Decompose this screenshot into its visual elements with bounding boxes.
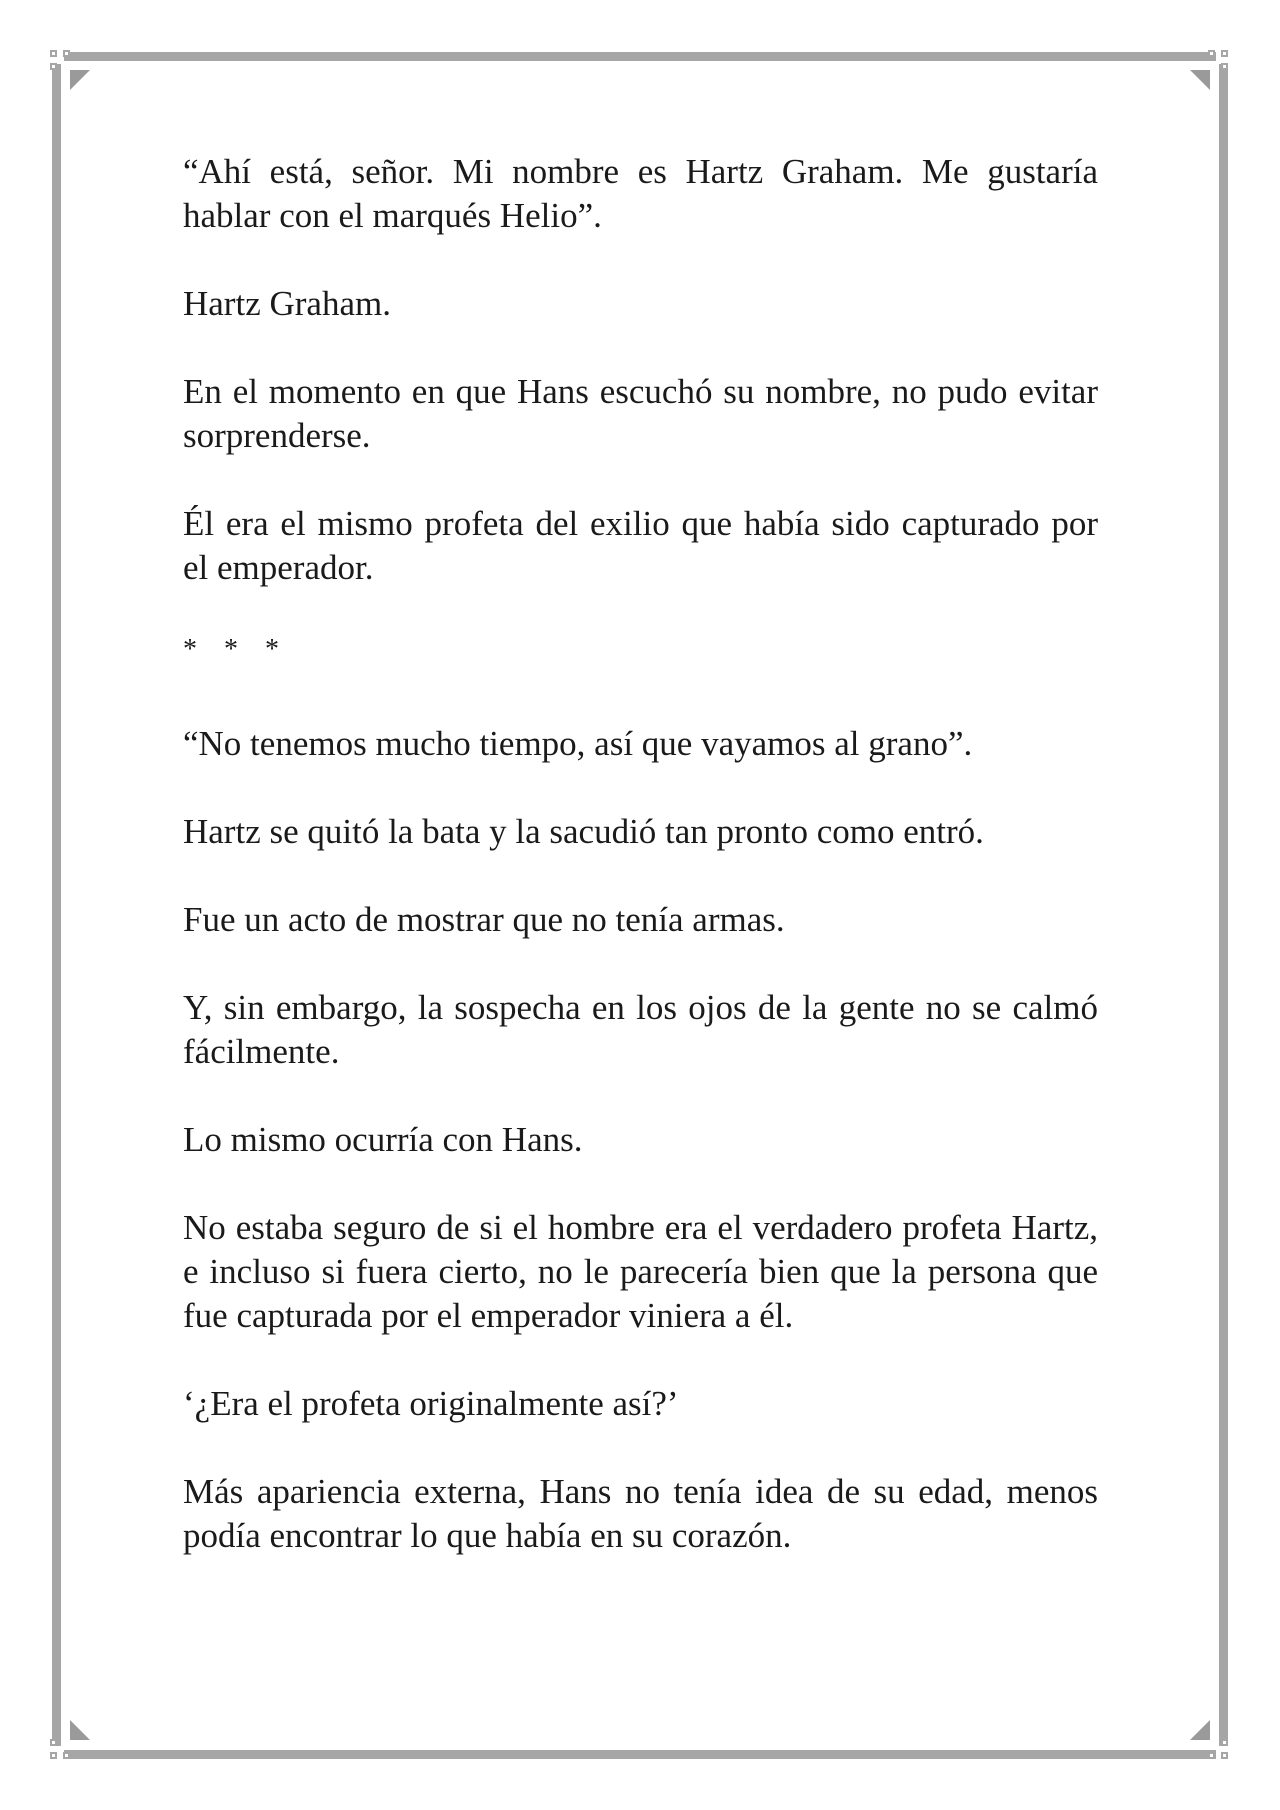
paragraph: Lo mismo ocurría con Hans.	[183, 1120, 583, 1159]
frame-right-border	[1219, 64, 1228, 1746]
corner-ornament-top-left	[50, 50, 72, 72]
frame-bottom-border	[64, 1750, 1216, 1759]
paragraph: Él era el mismo profeta del exilio que había sido capturado por el emperador.	[183, 504, 1098, 587]
corner-ornament-bottom-right	[1208, 1739, 1230, 1761]
corner-ornament-bottom-left	[50, 1739, 72, 1761]
corner-triangle-top-right	[1190, 70, 1210, 90]
paragraph: “No tenemos mucho tiempo, así que vayamos al grano”.	[183, 724, 973, 763]
paragraph: “Ahí está, señor. Mi nombre es Hartz Graham. Me gustaría hablar con el marqués Helio”.	[183, 152, 1098, 235]
corner-triangle-top-left	[70, 70, 90, 90]
corner-triangle-bottom-right	[1190, 1720, 1210, 1740]
paragraph: No estaba seguro de si el hombre era el verdadero profeta Hartz, e incluso si fuera cierto, no le parecería bien que la persona que fue capturada por el emperador viniera a él.	[183, 1208, 1098, 1335]
paragraph: ‘¿Era el profeta originalmente así?’	[183, 1384, 679, 1423]
corner-triangle-bottom-left	[70, 1720, 90, 1740]
scene-separator: * * *	[183, 634, 289, 665]
frame-top-border	[64, 52, 1216, 61]
corner-ornament-top-right	[1208, 50, 1230, 72]
paragraph: En el momento en que Hans escuchó su nombre, no pudo evitar sorprenderse.	[183, 372, 1098, 455]
paragraph: Hartz se quitó la bata y la sacudió tan pronto como entró.	[183, 812, 984, 851]
document-body	[183, 150, 1098, 1602]
paragraph: Más apariencia externa, Hans no tenía idea de su edad, menos podía encontrar lo que había en su corazón.	[183, 1472, 1098, 1555]
paragraph: Fue un acto de mostrar que no tenía armas.	[183, 900, 785, 939]
frame-left-border	[52, 64, 61, 1746]
paragraph: Y, sin embargo, la sospecha en los ojos de la gente no se calmó fácilmente.	[183, 988, 1098, 1071]
paragraph: Hartz Graham.	[183, 284, 391, 323]
